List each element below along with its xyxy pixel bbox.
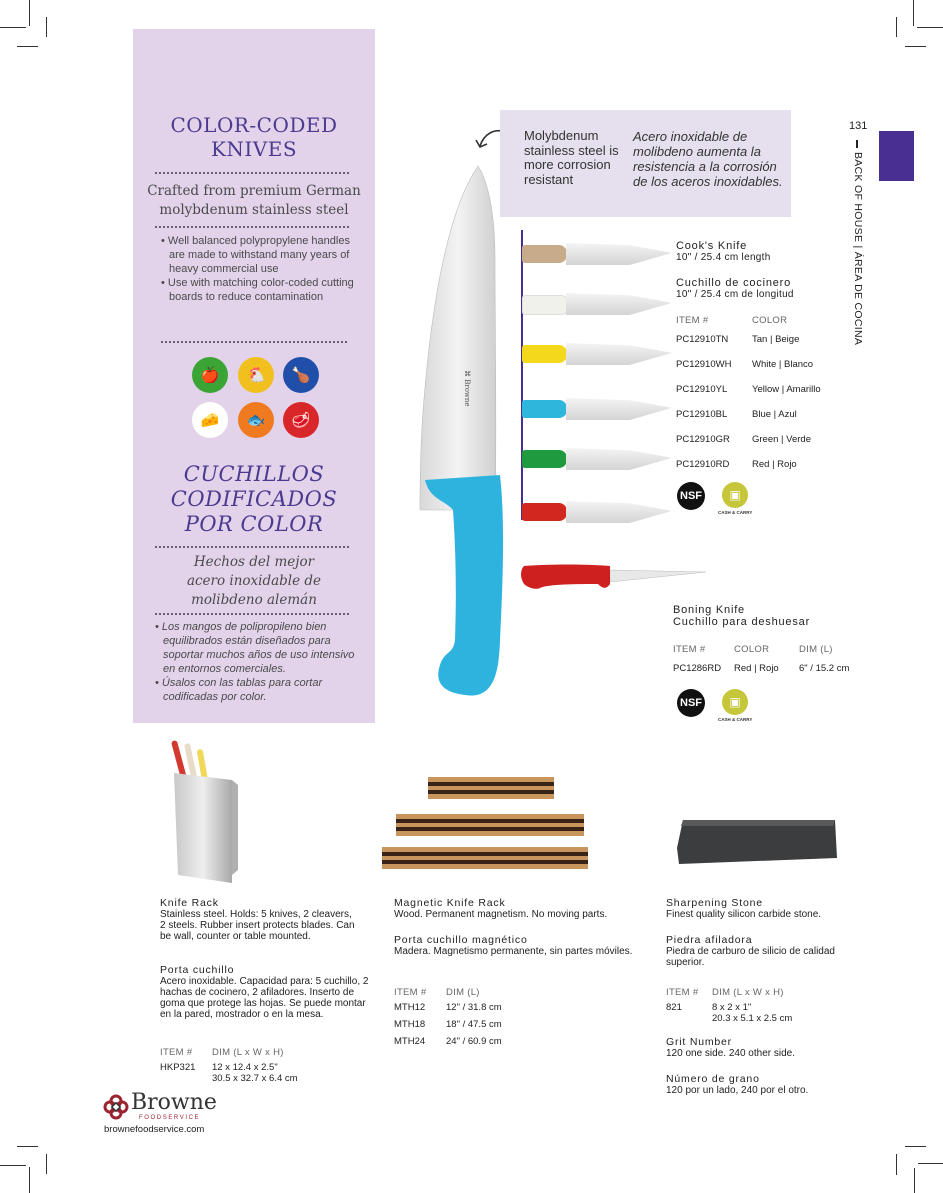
bullets-en (159, 234, 355, 304)
subtitle-en-line2: molybdenum stainless steel (159, 202, 349, 218)
boning-knife-title: Boning Knife (673, 604, 745, 616)
divider (155, 613, 349, 615)
item-color: Yellow | Amarillo (752, 384, 821, 395)
item-number: PC12910YL (676, 384, 728, 395)
subtitle-en-line1: Crafted from premium German (147, 183, 361, 199)
col-header-dim: DIM (L) (446, 987, 480, 998)
item-number: PC12910WH (676, 359, 732, 370)
magnetic-rack-desc-es: Madera. Magnetismo permanente, sin partes móviles. (394, 946, 633, 957)
crop-mark (918, 1163, 943, 1164)
col-header-dim: DIM (L) (799, 644, 833, 655)
cooks-knife-title: Cook's Knife (676, 240, 748, 252)
raw-meat-badge-icon: 🥩 (283, 402, 319, 438)
grit-title: Grit Number (666, 1036, 732, 1048)
cash-and-carry-label: CASH & CARRY (718, 717, 753, 722)
item-dim-metric: 20.3 x 5.1 x 2.5 cm (712, 1013, 793, 1024)
knife-rack-desc-es: Acero inoxidable. Capacidad para: 5 cuchillo, 2 hachas de cocinero, 2 afiladores. Inserto de goma que protege las hojas. Se puede montar en la pared, mostrador o en la mesa. (160, 976, 369, 1020)
col-header-dim: DIM (L x W x H) (212, 1047, 284, 1058)
crop-mark (917, 27, 943, 28)
title-en-line2: KNIVES (210, 137, 298, 161)
callout-box (500, 110, 791, 217)
bullets-es (153, 620, 358, 704)
item-number: MTH18 (394, 1019, 426, 1030)
item-number: PC12910BL (676, 409, 728, 420)
knife-red-image (522, 499, 672, 525)
item-color: White | Blanco (752, 359, 814, 370)
crop-mark (29, 0, 30, 26)
col-header-item: ITEM # (666, 987, 699, 998)
magnetic-knife-rack-image (380, 775, 590, 870)
stone-title-es: Piedra afiladora (666, 934, 753, 946)
bullet: • Úsalos con las tablas para cortar codificadas por color. (155, 677, 323, 703)
col-header-dim: DIM (L x W x H) (712, 987, 784, 998)
item-number: PC12910TN (676, 334, 729, 345)
item-dim: 24" / 60.9 cm (446, 1036, 502, 1047)
col-header-item: ITEM # (394, 987, 427, 998)
brand-subtitle: FOODSERVICE (139, 1115, 201, 1121)
subtitle-es-line3: molibdeno alemán (191, 592, 317, 608)
produce-badge-icon: 🍎 (192, 357, 228, 393)
item-number: 821 (666, 1002, 682, 1013)
col-header-color: COLOR (734, 644, 770, 655)
item-number: HKP321 (160, 1062, 196, 1073)
boning-knife-title-es: Cuchillo para deshuesar (673, 616, 811, 628)
cooks-knife-title-es: Cuchillo de cocinero (676, 277, 792, 289)
knife-rack-title-es: Porta cuchillo (160, 964, 235, 976)
knife-green-image (522, 446, 672, 472)
col-header-color: COLOR (752, 315, 788, 326)
item-dim: 6" / 15.2 cm (799, 663, 850, 674)
title-es-line1: CUCHILLOS (183, 462, 325, 486)
subtitle-es-line1: Hechos del mejor (193, 554, 315, 570)
crop-mark (914, 1168, 915, 1193)
item-number: PC12910RD (676, 459, 730, 470)
section-tab (879, 131, 914, 181)
stone-desc-es: Piedra de carburo de silicio de calidad superior. (666, 946, 835, 968)
item-dim: 12 x 12.4 x 2.5" (212, 1062, 278, 1073)
item-color: Red | Rojo (752, 459, 797, 470)
crop-mark (896, 1154, 897, 1175)
item-number: MTH12 (394, 1002, 426, 1013)
page-number: 131 (849, 120, 868, 132)
knife-rack-desc: Stainless steel. Holds: 5 knives, 2 cleavers, 2 steels. Rubber insert protects blades. Can be wall, counter or table mounted. (160, 909, 355, 942)
title-es-line3: POR COLOR (184, 512, 324, 536)
svg-text:⌘ Browne: ⌘ Browne (463, 370, 471, 407)
browne-logo-icon (103, 1094, 129, 1120)
item-number: PC12910GR (676, 434, 730, 445)
item-dim: 12" / 31.8 cm (446, 1002, 502, 1013)
callout-text-en: Molybdenum stainless steel is more corrosion resistant (524, 128, 619, 187)
grit-desc: 120 one side. 240 other side. (666, 1048, 795, 1059)
crop-mark (17, 46, 38, 47)
knife-tan-image (522, 241, 672, 267)
knife-rack-title: Knife Rack (160, 897, 219, 909)
website-link[interactable]: brownefoodservice.com (104, 1124, 205, 1135)
crop-mark (29, 1167, 30, 1193)
poultry-badge-icon: 🐔 (238, 357, 274, 393)
crop-mark (896, 17, 897, 37)
bullet: • Well balanced polypropylene handles are made to withstand many years of heavy commercial use (161, 235, 350, 275)
crop-mark (905, 1146, 926, 1147)
boning-knife-image (518, 562, 708, 592)
crop-mark (46, 1154, 47, 1174)
cash-and-carry-label: CASH & CARRY (718, 510, 753, 515)
magnetic-rack-title: Magnetic Knife Rack (394, 897, 506, 909)
stone-desc: Finest quality silicon carbide stone. (666, 909, 822, 920)
dairy-badge-icon: 🧀 (192, 402, 228, 438)
stone-title: Sharpening Stone (666, 897, 763, 909)
item-color: Blue | Azul (752, 409, 797, 420)
callout-text-es: Acero inoxidable de molibdeno aumenta la resistencia a la corrosión de los aceros inoxidables. (633, 129, 783, 189)
cash-and-carry-icon: ▣ (722, 482, 748, 508)
item-dim-metric: 30.5 x 32.7 x 6.4 cm (212, 1073, 298, 1084)
divider (155, 226, 349, 228)
item-dim: 18" / 47.5 cm (446, 1019, 502, 1030)
cooks-knife-length: 10" / 25.4 cm length (676, 252, 771, 263)
intro-panel (133, 29, 375, 723)
item-dim: 8 x 2 x 1" (712, 1002, 752, 1013)
bullet: • Use with matching color-coded cutting boards to reduce contamination (161, 277, 354, 303)
rack-12 (428, 777, 554, 799)
item-number: PC1286RD (673, 663, 722, 674)
fish-badge-icon: 🐟 (238, 402, 274, 438)
knife-yellow-image (522, 341, 672, 367)
col-header-item: ITEM # (676, 315, 709, 326)
cooked-meat-badge-icon: 🍗 (283, 357, 319, 393)
grit-desc-es: 120 por un lado, 240 por el otro. (666, 1085, 809, 1096)
crop-mark (0, 27, 26, 28)
col-header-item: ITEM # (673, 644, 706, 655)
tab-divider (856, 140, 858, 148)
crop-mark (0, 1165, 26, 1166)
divider (161, 341, 347, 343)
knife-white-image (522, 291, 672, 317)
cooks-knife-length-es: 10" / 25.4 cm de longitud (676, 289, 794, 300)
crop-mark (913, 0, 914, 26)
subtitle-es-line2: acero inoxidable de (186, 573, 322, 589)
nsf-certified-icon: NSF (677, 689, 705, 717)
divider (155, 172, 349, 174)
item-color: Red | Rojo (734, 663, 779, 674)
section-label: BACK OF HOUSE | ÁREA DE COCINA (852, 152, 864, 346)
sharpening-stone-image (675, 818, 840, 868)
nsf-certified-icon: NSF (677, 482, 705, 510)
accent-line (521, 230, 523, 520)
magnetic-rack-title-es: Porta cuchillo magnético (394, 934, 528, 946)
title-en-line1: COLOR-CODED (170, 113, 338, 137)
brand-name: Browne (131, 1090, 217, 1115)
divider (155, 546, 349, 548)
bullet: • Los mangos de polipropileno bien equilibrados están diseñados para soportar muchos años de uso intensivo en entornos comerciales. (155, 621, 355, 675)
knife-rack-image (160, 735, 240, 890)
grit-title-es: Número de grano (666, 1073, 760, 1085)
chef-knife-image (395, 140, 505, 720)
crop-mark (905, 46, 926, 47)
crop-mark (46, 17, 47, 37)
knife-blue-image (522, 396, 672, 422)
magnetic-rack-desc: Wood. Permanent magnetism. No moving parts. (394, 909, 608, 920)
title-es-line2: CODIFICADOS (170, 487, 338, 511)
item-color: Green | Verde (752, 434, 811, 445)
cash-and-carry-icon: ▣ (722, 689, 748, 715)
item-number: MTH24 (394, 1036, 426, 1047)
crop-mark (17, 1146, 38, 1147)
item-color: Tan | Beige (752, 334, 800, 345)
col-header-item: ITEM # (160, 1047, 193, 1058)
